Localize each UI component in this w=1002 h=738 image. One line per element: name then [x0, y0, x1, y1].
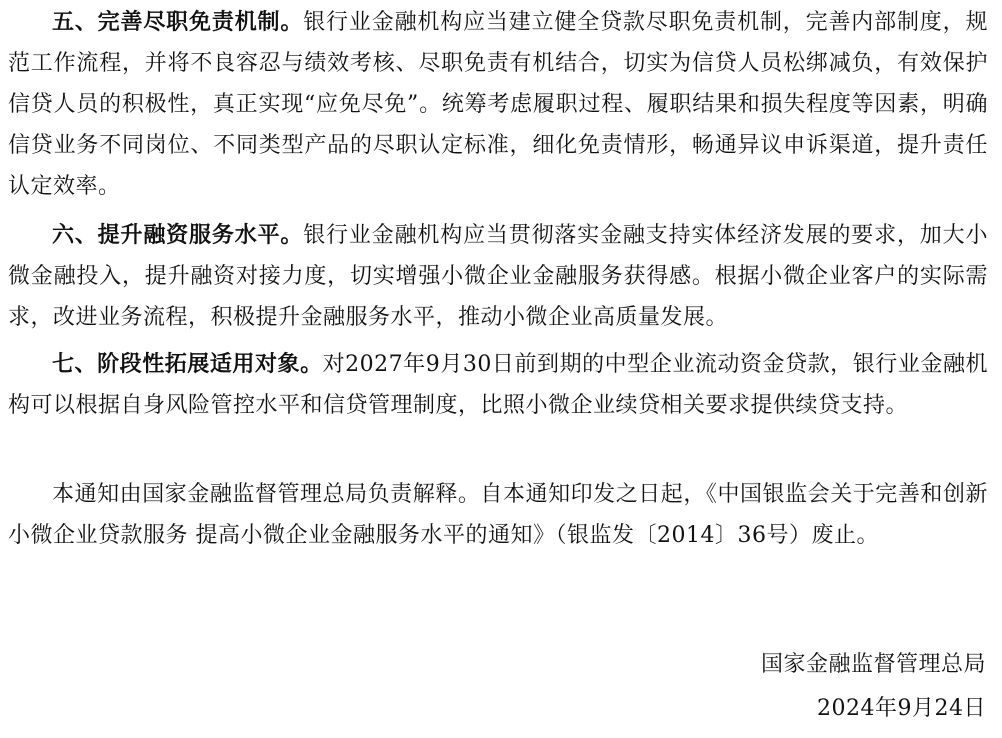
paragraph-5 — [8, 2, 988, 207]
paragraph-7-text: 对2027年9月30日前到期的中型企业流动资金贷款，银行业金融机构可以根据自身风险管控水平和信贷管理制度，比照小微企业续贷相关要求提供续贷支持。 — [8, 352, 988, 418]
signature-date: 2024年9月24日 — [817, 696, 986, 721]
signature-organization: 国家金融监督管理总局 — [760, 652, 986, 677]
paragraph-6-heading: 六、提升融资服务水平。 — [52, 222, 304, 248]
paragraph-7-heading: 七、阶段性拓展适用对象。 — [52, 351, 323, 377]
paragraph-6-text: 银行业金融机构应当贯彻落实金融支持实体经济发展的要求，加大小微金融投入，提升融资对接力度，切实增强小微企业金融服务获得感。根据小微企业客户的实际需求，改进业务流程，积极提升金融服务水平，推动小微企业高质量发展。 — [8, 223, 988, 330]
paragraph-closing — [8, 474, 988, 556]
paragraph-5-text: 银行业金融机构应当建立健全贷款尽职免责机制，完善内部制度，规范工作流程，并将不良容忍与绩效考核、尽职免责有机结合，切实为信贷人员松绑减负，有效保护信贷人员的积极性，真正实现“应免尽免”。统筹考虑履职过程、履职结果和损失程度等因素，明确信贷业务不同岗位、不同类型产品的尽职认定标准，细化免责情形，畅通异议申诉渠道，提升责任认定效率。 — [8, 10, 988, 199]
paragraph-closing-text: 本通知由国家金融监督管理总局负责解释。自本通知印发之日起，《中国银监会关于完善和创新小微企业贷款服务 提高小微企业金融服务水平的通知》（银监发〔2014〕36号）废止。 — [8, 482, 988, 548]
paragraph-7 — [8, 344, 988, 426]
paragraph-6 — [8, 215, 988, 338]
paragraph-5-heading: 五、完善尽职免责机制。 — [52, 9, 304, 35]
